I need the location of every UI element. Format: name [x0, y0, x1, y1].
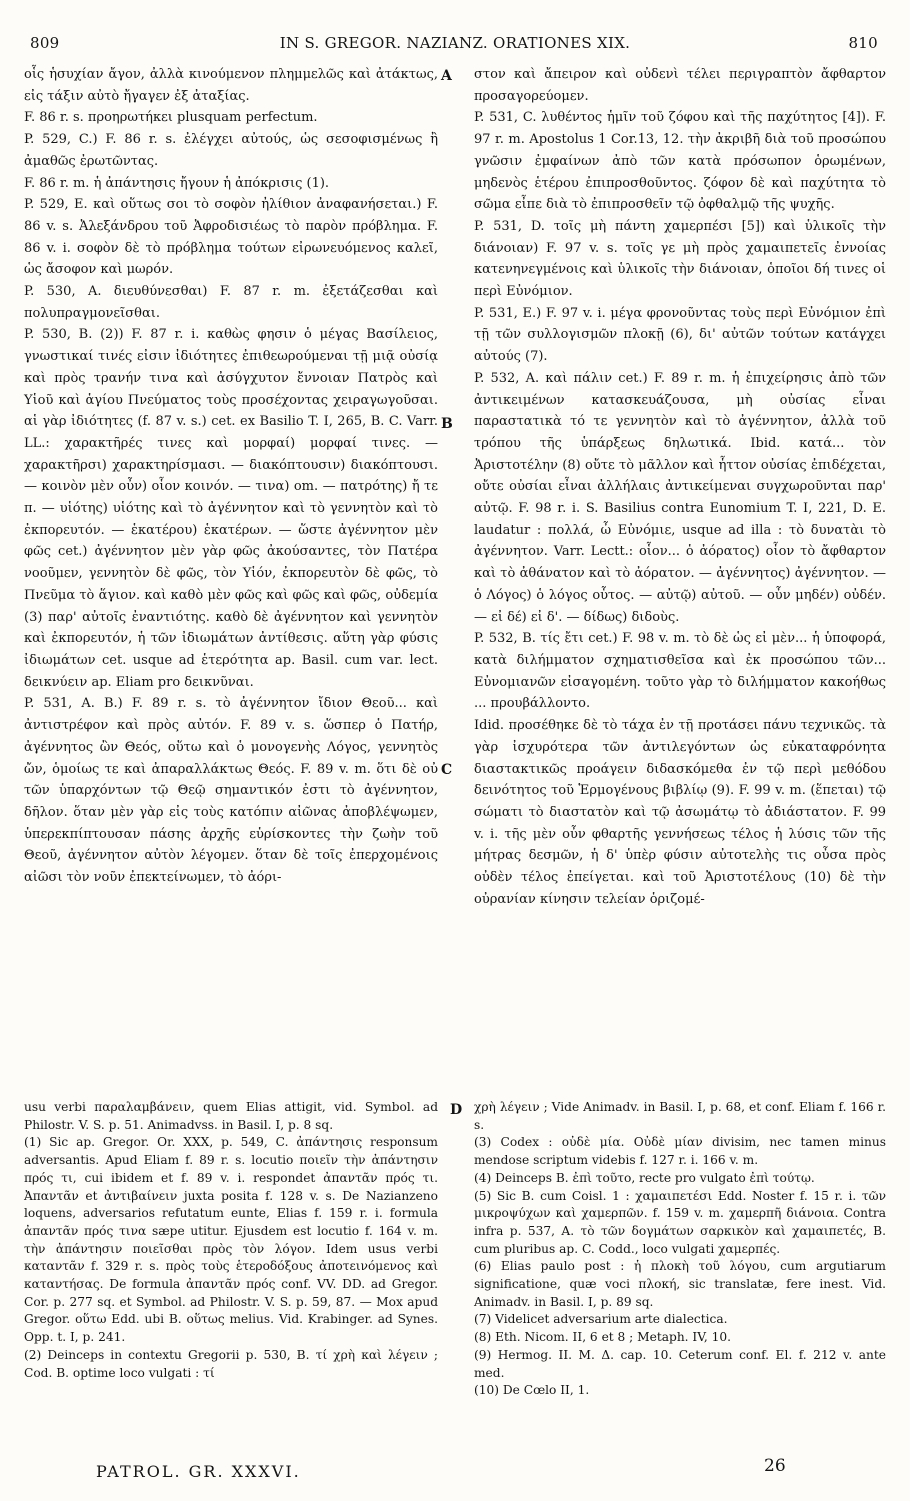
footnote: (4) Deinceps B. ἐπὶ τοῦτο, recte pro vulgato ἐπὶ τούτῳ.	[474, 1170, 815, 1185]
section-marker-a: A	[441, 68, 452, 84]
signature-mark: 26	[764, 1456, 786, 1476]
paragraph: οἷς ἡσυχίαν ἄγον, ἀλλὰ κινούμενον πλημμελῶς καὶ ἀτάκτως, εἰς τάξιν αὐτὸ ἤγαγεν ἐξ ἀταξίας.	[24, 67, 438, 104]
paragraph: P. 531, E.) F. 97 v. i. μέγα φρονοῦντας τοὺς περὶ Εὐνόμιον ἐπὶ τῇ τῶν συλλογισμῶν πλοκῇ (6), δι' αὐτῶν τούτων κατάγχει αὐτούς (7).	[474, 305, 886, 365]
footnote: (7) Videlicet adversarium arte dialectica.	[474, 1312, 728, 1327]
footer-volume: PATROL. GR. XXXVI.	[96, 1462, 301, 1481]
paragraph: P. 532, A. καὶ πάλιν cet.) F. 89 r. m. ἡ ἐπιχείρησις ἀπὸ τῶν ἀντικειμένων κατασκευάζουσα, μὴ οὐσίας εἶναι παραστατικὰ τό τε γεννητὸν καὶ τὸ ἀγέννητον, ἀλλὰ τοῦ τρόπου τῆς ὑπάρξεως δηλωτικά. Ibid. κατά... τὸν Ἀριστοτέλην (8) οὔτε τὸ μᾶλλον καὶ ἧττον οὐσίας ἐπιδέχεται, οὔτε οὐσίαι εἶναι ἀλλήλαις ἀντικείμεναι συγχωροῦνται παρ' αὐτῷ. F. 98 r. i. S. Basilius contra Eunomium T. I, 221, D. E. laudatur : πολλά, ὦ Εὐνόμιε, usque ad illa : τὸ δυνατὰι τὸ ἀγέννητον. Varr. Lectt.: οἷον... ὁ ἀόρατος) οἷον τὸ ἄφθαρτον καὶ τὸ ἀθάνατον καὶ τὸ ἀόρατον. — ἀγέννητος) ἀγέννητον. — ὁ Λόγος) ὁ λόγος οὗτος. — αὐτῷ) αὐτοῦ. — οὖν μηδέν) οὐδέν. — εἰ δέ) εἰ δ'. — δίδως) διδοὺς.	[474, 370, 886, 625]
footnote: (5) Sic B. cum Coisl. 1 : χαμαιπετέσι Edd. Noster f. 15 r. i. τῶν μικροψύχων καὶ χαμερπῶν. f. 159 v. m. χαμερπῆ διάνοια. Contra infra p. 537, A. τὸ τῶν δογμάτων σαρκικὸν καὶ χαμαιπετές, B. cum pluribus ap. C. Codd., loco vulgati χαμερπές.	[474, 1188, 886, 1256]
footnote: (9) Hermog. II. M. Δ. cap. 10. Ceterum conf. El. f. 212 v. ante med.	[474, 1347, 886, 1380]
footnote: χρὴ λέγειν ; Vide Animadv. in Basil. I, p. 68, et conf. Eliam f. 166 r. s.	[474, 1100, 886, 1132]
footnote: usu verbi παραλαμβάνειν, quem Elias attigit, vid. Symbol. ad Philostr. V. S. p. 51. Animadvss. in Basil. I, p. 8 sq.	[24, 1100, 438, 1132]
paragraph: P. 530, B. (2)) F. 87 r. i. καθὼς φησιν ὁ μέγας Βασίλειος, γνωστικαί τινές εἰσιν ἰδιότητες ἐπιθεωρούμεναι τῇ μιᾷ οὐσίᾳ καὶ πρὸς τρανήν τινα καὶ ἀσύγχυτον ἔννοιαν Πατρὸς καὶ Υἱοῦ καὶ ἁγίου Πνεύματος τοὺς προσέχοντας χειραγωγοῦσαι. αἱ γὰρ ἰδιότητες (f. 87 v. s.) cet. ex Basilio T. I, 265, B. C. Varr. LL.: χαρακτῆρές τινες καὶ μορφαί) μορφαί τινες. — χαρακτῆρσι) χαρακτηρίσμασι. — διακόπτουσιν) διακόπτουσι. — κοινὸν μὲν οὖν) οἷον κοινόν. — τινα) om. — πατρότης) ἤ τε π. — υἱότης) υἱότης καὶ τὸ ἀγέννητον καὶ τὸ γεννητὸν καὶ τὸ ἐκπορευτόν. — ἑκατέρου) ἑκατέρων. — ὥστε ἀγέννητον μὲν φῶς cet.) ἀγέννητον μὲν γὰρ φῶς ἀκούσαντες, τὸν Πατέρα νοοῦμεν, γεννητὸν δὲ φῶς, τὸν Υἱόν, ἐκπορευτὸν δὲ φῶς, τὸ Πνεῦμα τὸ ἅγιον. καὶ καθὸ μὲν φῶς καὶ φῶς καὶ φῶς, οὐδεμία (3) παρ' αὐτοῖς ἐναντιότης. καθὸ δὲ ἀγέννητον καὶ γεννητὸν καὶ ἐκπορευτόν, ἡ τῶν ἰδιωμάτων ἀντίθεσις. αὕτη γὰρ φύσις ἰδιωμάτων cet. usque ad ἑτερότητα ap. Basil. cum var. lect. δεικνύειν ap. Eliam pro δεικνῦναι.	[24, 327, 438, 690]
running-header	[24, 34, 886, 56]
section-marker-d: D	[450, 1102, 463, 1118]
footnote: (1) Sic ap. Gregor. Or. XXX, p. 549, C. ἀπάντησις responsum adversantis. Apud Eliam f. 89 r. s. locutio ποιεῖν τὴν ἀπάντησιν πρός τι, cui ibidem et f. 89 v. i. respondet ἀπαντᾶν πρός τι. Ἀπαντᾶν et ἀντιβαίνειν juxta posita f. 128 v. s. De Nazianzeno loquens, adversarios refutatum eunte, Elias f. 159 r. i. formula ἀπαντᾶν πρός τινα sæpe utitur. Ejusdem est locutio f. 164 v. m. τὴν ἀπάντησιν ποιεῖσθαι πρὸς τὸν λόγον. Idem usus verbi καταντᾶν f. 329 r. s. πρὸς τοὺς ἑτεροδόξους ἀποτεινόμενος καὶ καταντήσας. De formula ἀπαντᾶν πρός conf. VV. DD. ad Gregor. Cor. p. 277 sq. et Symbol. ad Philostr. V. S. p. 59, 87. — Mox apud Gregor. οὕτω Edd. ubi B. οὕτως melius. Vid. Krabinger. ad Synes. Opp. t. I, p. 241.	[24, 1135, 438, 1345]
footnote: (10) De Cœlo II, 1.	[474, 1383, 590, 1398]
page-number-left: 809	[30, 34, 60, 52]
paragraph: στον καὶ ἄπειρον καὶ οὐδενὶ τέλει περιγραπτὸν ἄφθαρτον προσαγορεύομεν.	[474, 67, 886, 104]
paragraph: P. 530, A. διευθύνεσθαι) F. 87 r. m. ἐξετάζεσθαι καὶ πολυπραγμονεῖσθαι.	[24, 284, 438, 321]
paragraph: P. 531, A. B.) F. 89 r. s. τὸ ἀγέννητον ἴδιον Θεοῦ... καὶ ἀντιστρέφον καὶ πρὸς αὐτόν. F. 89 v. s. ὥσπερ ὁ Πατήρ, ἀγέννητος ὢν Θεός, οὕτω καὶ ὁ μονογενὴς Λόγος, γεννητὸς ὤν, ὁμοίως τε καὶ ἀπαραλλάκτως Θεός. F. 89 v. m. ὅτι δὲ οὐ τῶν ὑπαρχόντων τῷ Θεῷ σημαντικόν ἐστι τὸ ἀγέννητον, δῆλον. ὅταν μὲν γὰρ εἰς τοὺς κατόπιν αἰῶνας ἀποβλέψωμεν, ὑπερεκπίπτουσαν πάσης ἀρχῆς εὑρίσκοντες τὴν ζωὴν τοῦ Θεοῦ, ἀγέννητον αὐτὸν λέγομεν. ὅταν δὲ τοῖς ἐπερχομένοις αἰῶσι τὸν νοῦν ἐπεκτείνωμεν, τὸ ἀόρι-	[24, 696, 438, 886]
footnotes-left	[24, 1099, 438, 1382]
paragraph: P. 531, C. λυθέντος ἡμῖν τοῦ ζόφου καὶ τῆς παχύτητος [4]). F. 97 r. m. Apostolus 1 Cor.13, 12. τὴν ἀκριβῆ διὰ τοῦ προσώπου γνῶσιν ἐμφαίνων ἀπὸ τῶν κατὰ πρόσωπον ὁρωμένων, μηδενὸς ἑτέρου ἐπιπροσθοῦντος. ζόφον δὲ καὶ παχύτητα τὸ σῶμα εἶπε διὰ τὸ ἐπιπροσθεῖν τῷ ὀφθαλμῷ τῆς ψυχῆς.	[474, 110, 886, 213]
footnote: (3) Codex : οὐδὲ μία. Οὐδὲ μίαν divisim, nec tamen minus mendose scriptum videbis f. 127 r. i. 166 v. m.	[474, 1135, 886, 1168]
paragraph: P. 531, D. τοῖς μὴ πάντη χαμερπέσι [5]) καὶ ὑλικοῖς τὴν διάνοιαν) F. 97 v. s. τοῖς γε μὴ πρὸς χαμαιπετεῖς ἐννοίας κατενηνεγμένοις καὶ ὑλικοῖς τὴν διάνοιαν, ὁποῖοι δή τινες οἱ περὶ Εὐνόμιον.	[474, 218, 886, 300]
footnote: (2) Deinceps in contextu Gregorii p. 530, B. τί χρὴ καὶ λέγειν ; Cod. B. optime loco vulgati : τί	[24, 1347, 438, 1380]
right-column	[474, 64, 886, 910]
paragraph: F. 86 r. m. ἡ ἀπάντησις ἤγουν ἡ ἀπόκρισις (1).	[24, 175, 330, 191]
paragraph: P. 529, C.) F. 86 r. s. ἐλέγχει αὐτούς, ὡς σεσοφισμένως ἢ ἀμαθῶς ἐρωτῶντας.	[24, 132, 438, 169]
section-marker-c: C	[441, 762, 453, 778]
section-marker-b: B	[441, 416, 453, 432]
footnotes-right	[474, 1099, 886, 1400]
left-column	[24, 64, 438, 889]
paragraph: P. 532, B. τίς ἔτι cet.) F. 98 v. m. τὸ δὲ ὡς εἰ μὲν... ἡ ὑποφορά, κατὰ διλήμματον σχηματισθεῖσα καὶ ἐκ προσώπου τῶν... Εὐνομιανῶν εἰσαγομένη. τοῦτο γὰρ τὸ διλήμματον κακοήθως ... προυβάλλοντο.	[474, 631, 886, 712]
running-title: IN S. GREGOR. NAZIANZ. ORATIONES XIX.	[279, 34, 631, 52]
footnote: (6) Elias paulo post : ἡ πλοκὴ τοῦ λόγου, cum argutiarum significatione, quæ voci πλοκή, sic translatæ, fere inest. Vid. Animadv. in Basil. I, p. 89 sq.	[474, 1259, 886, 1309]
paragraph: F. 86 r. s. προηρωτήκει plusquam perfectum.	[24, 110, 318, 126]
paragraph: P. 529, E. καὶ οὕτως σοι τὸ σοφὸν ἠλίθιον ἀναφανήσεται.) F. 86 v. s. Ἀλεξάνδρου τοῦ Ἀφροδισιέως τὸ παρὸν πρόβλημα. F. 86 v. i. σοφὸν δὲ τὸ πρόβλημα τούτων εἰρωνευόμενος καλεῖ, ὡς ἄσοφον καὶ μωρόν.	[24, 197, 438, 278]
paragraph: Idid. προσέθηκε δὲ τὸ τάχα ἐν τῇ προτάσει πάνυ τεχνικῶς. τὰ γὰρ ἰσχυρότερα τῶν ἀντιλεγόντων ὡς εὐκαταφρόνητα διαστακτικῶς προάγειν διδασκόμεθα ἐν τῷ περὶ μεθόδου δεινότητος τοῦ Ἑρμογένους βιβλίῳ (9). F. 99 v. m. (ἕπεται) τῷ σώματι τὸ διαστατὸν καὶ τῷ ἀσωμάτῳ τὸ ἀδιάστατον. F. 99 v. i. τῆς μὲν οὖν φθαρτῆς γεννήσεως τέλος ἡ λύσις τῶν τῆς μήτρας δεσμῶν, ἡ δ' ὑπὲρ φύσιν αὐτοτελὴς τις οὖσα πρὸς οὐδὲν τέλος ἐπείγεται. καὶ τοῦ Ἀριστοτέλους (10) δὲ τὴν οὐρανίαν κίνησιν τελείαν ὁριζομέ-	[474, 718, 886, 907]
page-number-right: 810	[848, 34, 878, 52]
footnote: (8) Eth. Nicom. II, 6 et 8 ; Metaph. IV, 10.	[474, 1330, 732, 1345]
